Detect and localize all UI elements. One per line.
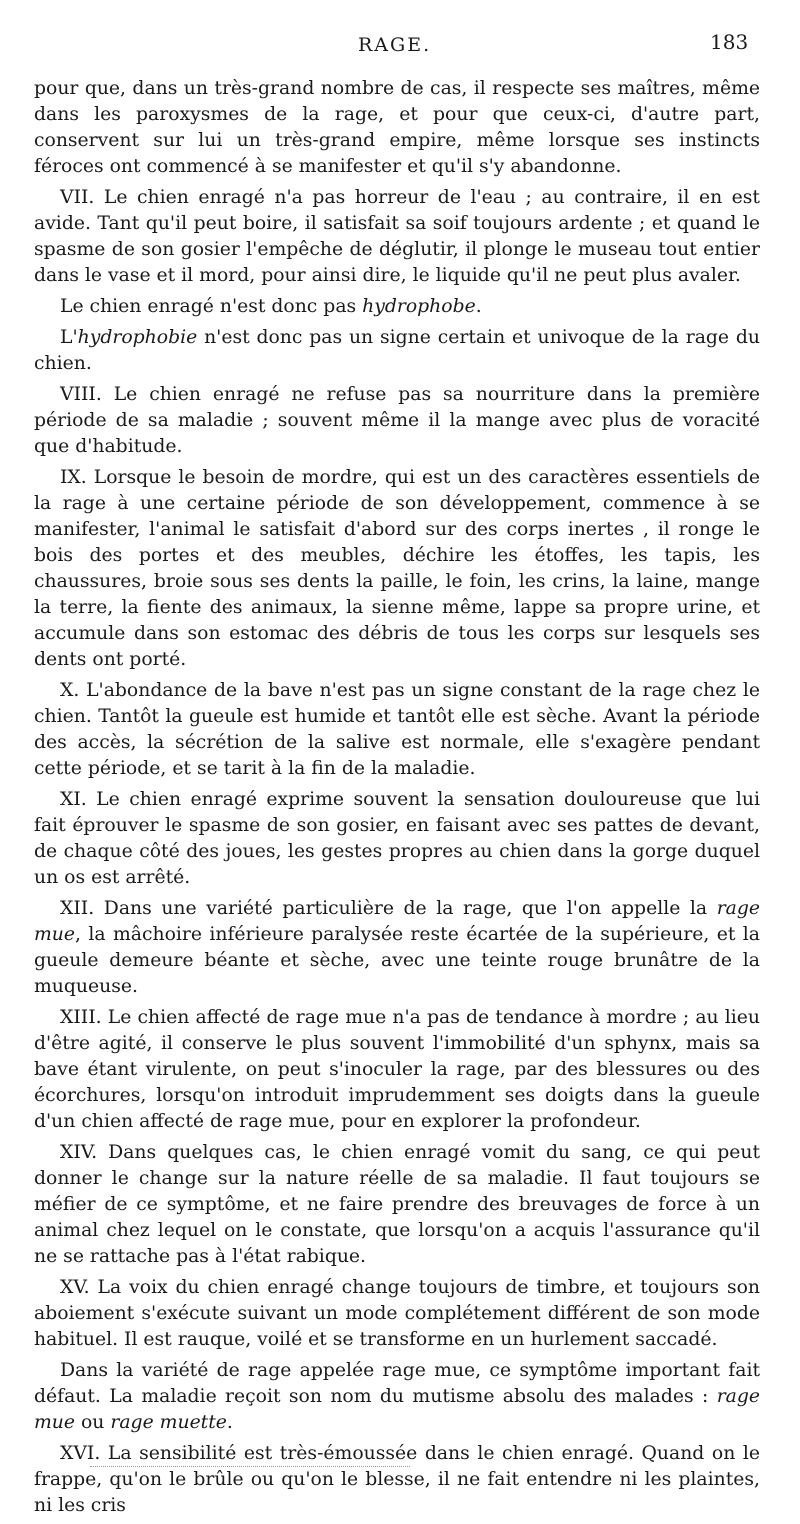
paragraph-ix: IX. Lorsque le besoin de mordre, qui est un des caractères essentiels de la rage à une certaine période de son développement, commence à se manifester, l'animal le satisfait d'abord sur des corps inertes , il ronge le bois des portes et des meubles, déchire les étoffes, les tapis, les chaussures, broie sous ses dents la paille, le foin, les crins, la laine, mange la terre, la fiente des animaux, la sienne même, lappe sa propre urine, et accumule dans son estomac des débris de tous les corps sur lesquels ses dents ont porté.: [34, 467, 760, 670]
text-run: Dans la variété de rage appelée rage mue, ce symptôme important fait défaut. La maladie reçoit son nom du mutisme absolu des malades :: [34, 1360, 760, 1407]
italic-term: rage mue: [34, 898, 760, 945]
italic-term: rage mue: [34, 1386, 760, 1433]
paragraph-xiii: XIII. Le chien affecté de rage mue n'a pas de tendance à mordre ; au lieu d'être agité, il conserve le plus souvent l'immobilité d'un sphynx, mais sa bave étant virulente, on peut s'inoculer la rage, par des blessures ou des écorchures, lorsqu'on introduit imprudemment ses doigts dans la gueule d'un chien affecté de rage mue, pour en explorer la profondeur.: [34, 1007, 760, 1132]
paragraph-vii: VII. Le chien enragé n'a pas horreur de l'eau ; au contraire, il en est avide. Tant qu'il peut boire, il satisfait sa soif toujours ardente ; et quand le spasme de son gosier l'empêche de déglutir, il plonge le museau tout entier dans le vase et il mord, pour ainsi dire, le liquide qu'il ne peut plus avaler.: [34, 187, 760, 286]
paragraph-x: X. L'abondance de la bave n'est pas un signe constant de la rage chez le chien. Tantôt la gueule est humide et tantôt elle est sèche. Avant la période des accès, la sécrétion de la salive est normale, elle s'exagère pendant cette période, et se tarit à la fin de la maladie.: [34, 680, 760, 779]
italic-term: hydrophobie: [77, 327, 198, 348]
italic-term: hydrophobe: [362, 296, 476, 317]
page-number: 183: [710, 30, 749, 54]
text-run: XII. Dans une variété particulière de la rage, que l'on appelle la: [60, 898, 717, 919]
paragraph-xiv: XIV. Dans quelques cas, le chien enragé vomit du sang, ce qui peut donner le change sur la nature réelle de sa maladie. Il faut toujours se méfier de ce symptôme, et ne faire prendre des breuvages de force à un animal chez lequel on le constate, que lorsqu'on a acquis l'assurance qu'il ne se rattache pas à l'état rabique.: [34, 1142, 760, 1267]
text-run: L': [60, 327, 78, 348]
paragraph-xi: XI. Le chien enragé exprime souvent la sensation douloureuse que lui fait éprouver le spasme de son gosier, en faisant avec ses pattes de devant, de chaque côté des joues, les gestes propres au chien dans la gorge duquel un os est arrêté.: [34, 789, 760, 888]
body-text: [34, 76, 760, 1524]
paragraph-viii: VIII. Le chien enragé ne refuse pas sa nourriture dans la première période de sa maladie ; souvent même il la mange avec plus de voracité que d'habitude.: [34, 384, 760, 457]
paragraph-hydrophobe: [34, 294, 760, 320]
text-run: , la mâchoire inférieure paralysée reste écartée de la supérieure, et la gueule demeure béante et sèche, avec une teinte rouge brunâtre de la muqueuse.: [34, 924, 760, 997]
text-run: n'est donc pas un signe certain et univoque de la rage du chien.: [34, 327, 760, 374]
text-run: .: [475, 296, 482, 317]
italic-term: rage muette: [110, 1412, 227, 1433]
text-run: Le chien enragé n'est donc pas: [60, 296, 363, 317]
page-header: [0, 30, 800, 58]
text-run: ou: [75, 1412, 111, 1433]
paragraph-xii: [34, 896, 760, 1000]
paragraph-rage-mue: [34, 1358, 760, 1436]
text-run: .: [226, 1412, 233, 1433]
paragraph-xvi: XVI. La sensibilité est très-émoussée dans le chien enragé. Quand on le frappe, qu'on le brûle ou qu'on le blesse, il ne fait entendre ni les plaintes, ni les cris: [34, 1443, 760, 1516]
paragraph-hydrophobie: [34, 325, 760, 377]
footer-rule: [90, 1466, 410, 1467]
running-title: RAGE.: [358, 34, 432, 56]
paragraph-continuation: pour que, dans un très-grand nombre de cas, il respecte ses maîtres, même dans les paroxysmes de la rage, et pour que ceux-ci, d'autre part, conservent sur lui un très-grand empire, même lorsque ses instincts féroces ont commencé à se manifester et qu'il s'y abandonne.: [34, 78, 760, 177]
paragraph-xv: XV. La voix du chien enragé change toujours de timbre, et toujours son aboiement s'exécute suivant un mode complétement différent de son mode habituel. Il est rauque, voilé et se transforme en un hurlement saccadé.: [34, 1277, 760, 1350]
